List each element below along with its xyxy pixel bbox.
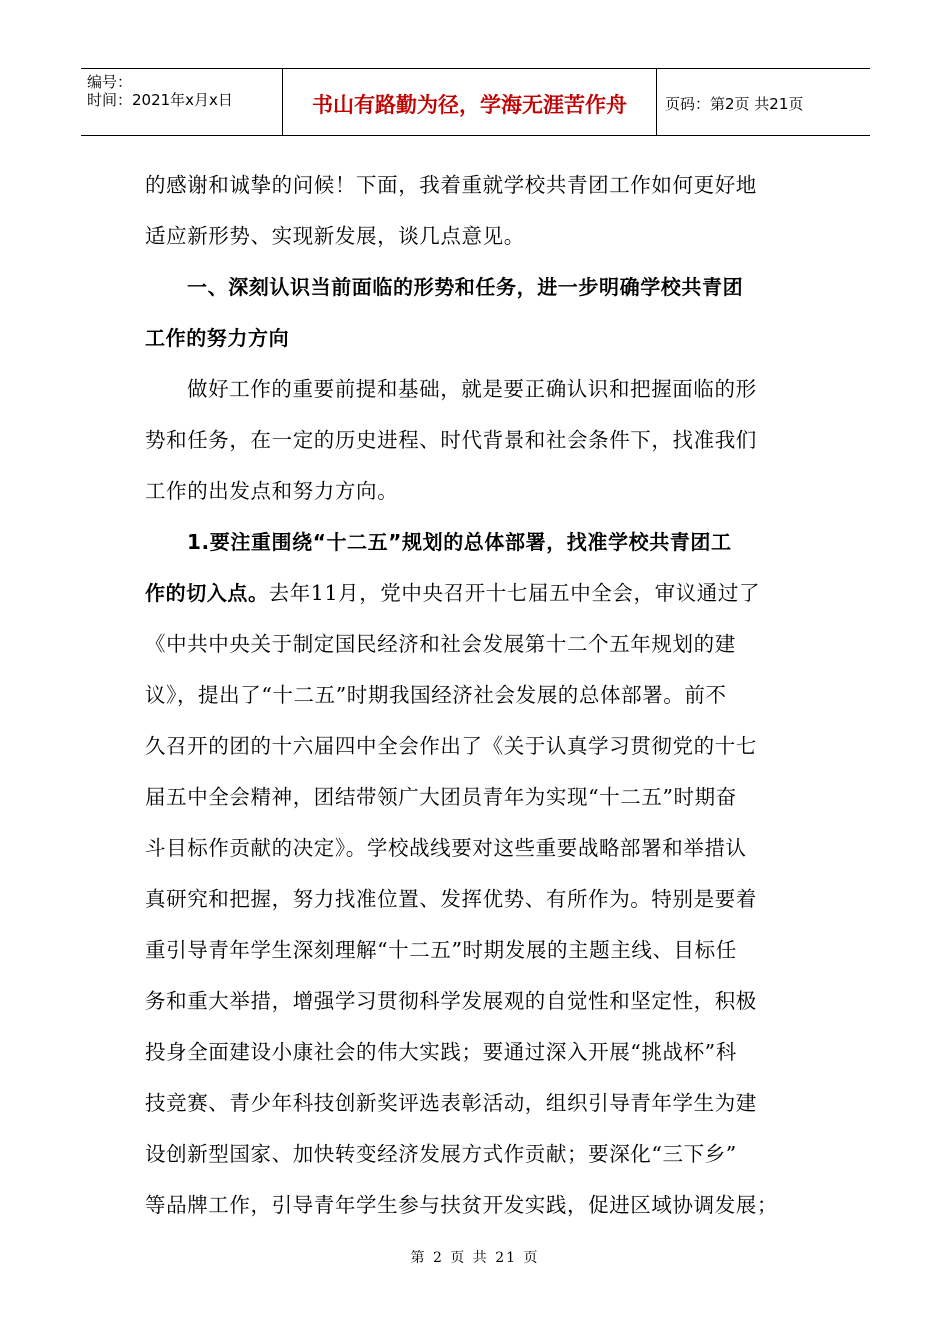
body-line: 工作的出发点和努力方向。 xyxy=(145,479,399,503)
body-line: 做好工作的重要前提和基础，就是要正确认识和把握面临的形 xyxy=(187,377,757,401)
body-line: 的感谢和诚挚的问候！下面，我着重就学校共青团工作如何更好地 xyxy=(145,173,757,197)
section-heading-cont: 工作的努力方向 xyxy=(145,326,290,350)
subsection-heading: 1.要注重围绕“十二五”规划的总体部署，找准学校共青团工 xyxy=(187,530,732,554)
body-line: 斗目标作贡献的决定》。学校战线要对这些重要战略部署和举措认 xyxy=(145,836,747,860)
section-heading: 一、深刻认识当前面临的形势和任务，进一步明确学校共青团 xyxy=(187,275,744,299)
body-line: 等品牌工作，引导青年学生参与扶贫开发实践，促进区域协调发展； xyxy=(145,1193,778,1217)
body-line: 真研究和把握，努力找准位置、发挥优势、有所作为。特别是要着 xyxy=(145,887,757,911)
body-line: 技竞赛、青少年科技创新奖评选表彰活动，组织引导青年学生为建 xyxy=(145,1091,757,1115)
subsection-heading-cont: 作的切入点。 xyxy=(145,581,269,605)
body-line: 届五中全会精神，团结带领广大团员青年为实现“十二五”时期奋 xyxy=(145,785,737,809)
body-line: 务和重大举措，增强学习贯彻科学发展观的自觉性和坚定性，积极 xyxy=(145,989,757,1013)
document-date: 时间：2021年x月x日 xyxy=(87,91,233,109)
document-number-label: 编号： xyxy=(87,73,133,91)
page-footer: 第 2 页 共 21 页 xyxy=(410,1250,540,1266)
document-body xyxy=(145,160,800,1231)
body-line: 设创新型国家、加快转变经济发展方式作贡献；要深化“三下乡” xyxy=(145,1142,737,1166)
body-line: 议》，提出了“十二五”时期我国经济社会发展的总体部署。前不 xyxy=(145,683,727,707)
body-line: 重引导青年学生深刻理解“十二五”时期发展的主题主线、目标任 xyxy=(145,938,737,962)
body-line: 势和任务，在一定的历史进程、时代背景和社会条件下，找准我们 xyxy=(145,428,757,452)
body-line-mixed xyxy=(145,568,800,619)
body-line: 投身全面建设小康社会的伟大实践；要通过深入开展“挑战杯”科 xyxy=(145,1040,737,1064)
header-motto: 书山有路勤为径，学海无涯苦作舟 xyxy=(283,69,657,135)
header-page-info: 页码：第2页 共21页 xyxy=(665,94,804,113)
page-header xyxy=(81,68,870,136)
body-line: 适应新形势、实现新发展，谈几点意见。 xyxy=(145,224,525,248)
body-line: 《中共中央关于制定国民经济和社会发展第十二个五年规划的建 xyxy=(145,632,736,656)
header-meta-cell xyxy=(81,69,283,135)
body-text: 去年11月，党中央召开十七届五中全会，审议通过了 xyxy=(268,581,761,605)
body-line: 久召开的团的十六届四中全会作出了《关于认真学习贯彻党的十七 xyxy=(145,734,757,758)
